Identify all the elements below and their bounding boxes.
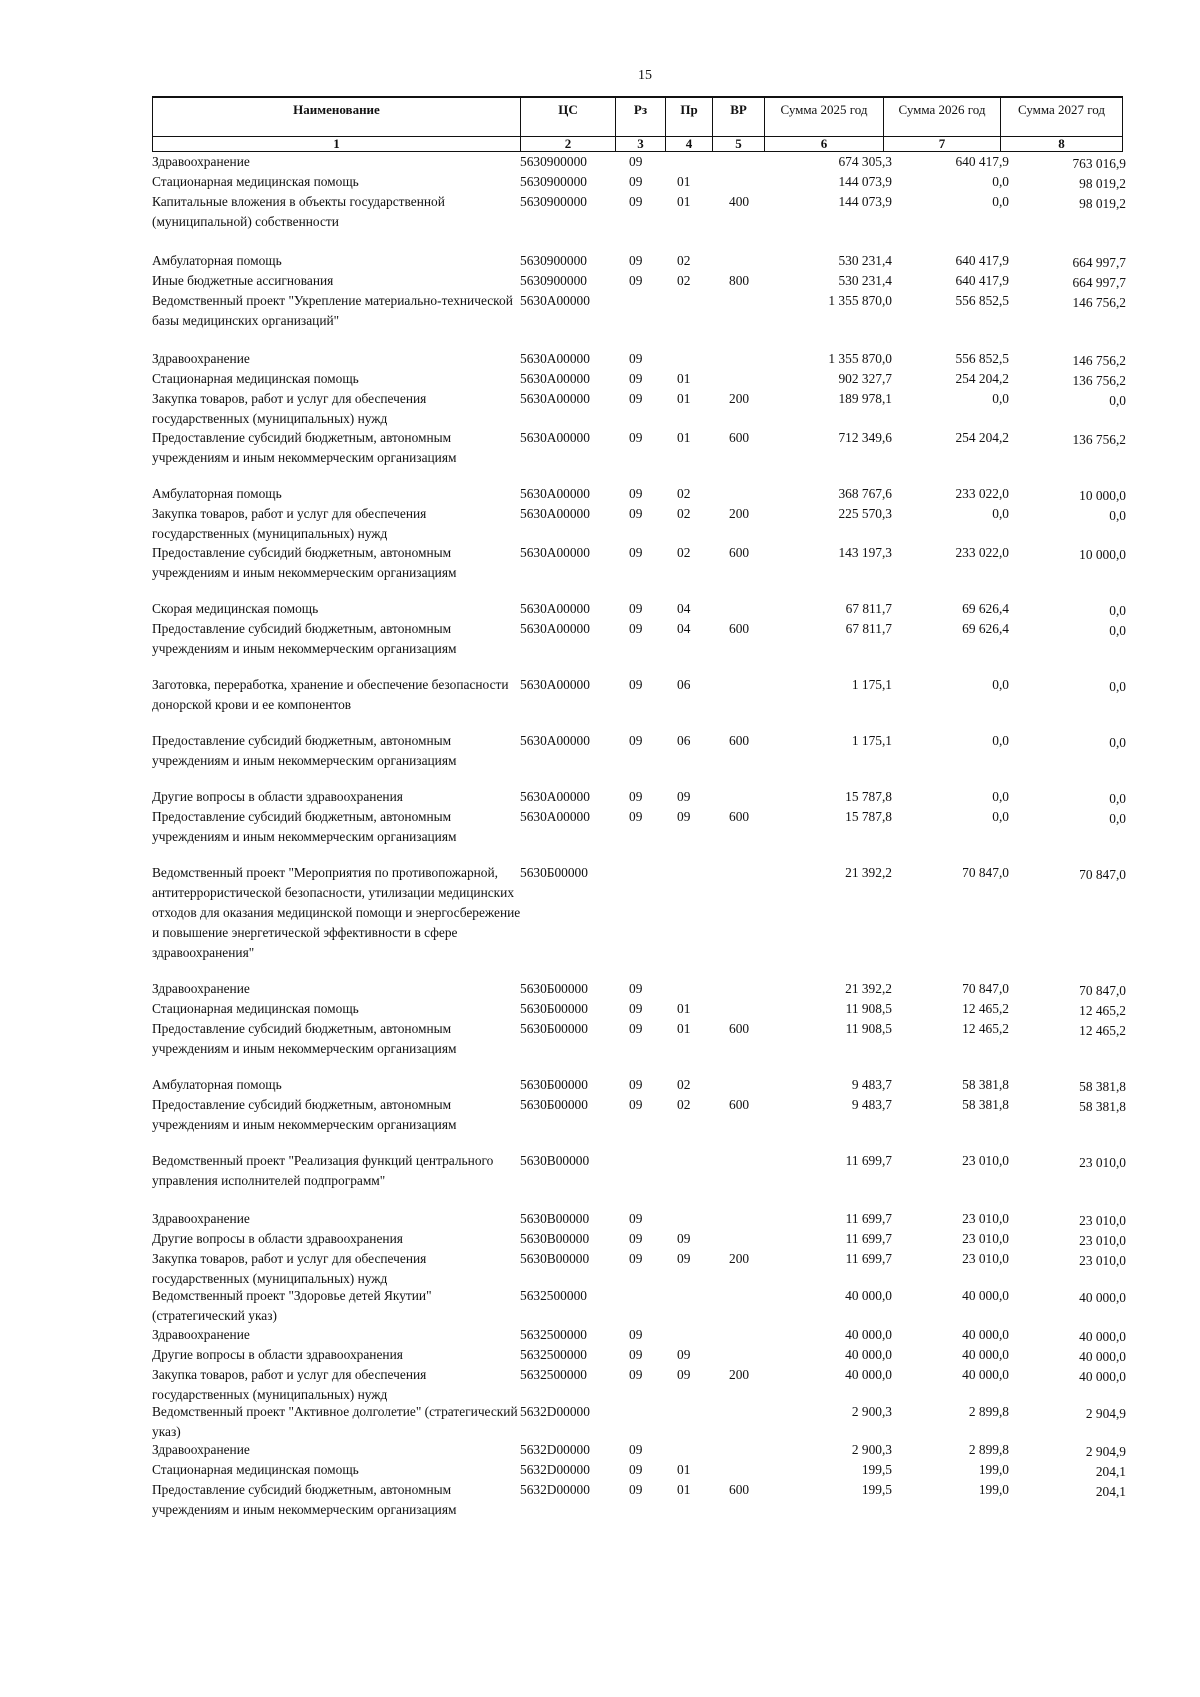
- row-rz: 09: [629, 1462, 643, 1477]
- row-sum-2026: 0,0: [992, 733, 1009, 748]
- row-cs: 5630Б00000: [520, 981, 588, 996]
- row-name: Здравоохранение: [152, 1442, 250, 1457]
- row-name: Другие вопросы в области здравоохранения: [152, 1231, 403, 1246]
- row-rz: 09: [629, 253, 643, 268]
- row-name: Здравоохранение: [152, 351, 250, 366]
- row-sum-2027: 0,0: [1109, 603, 1126, 618]
- row-sum-2026: 2 899,8: [968, 1442, 1009, 1457]
- row-sum-2025: 40 000,0: [845, 1347, 892, 1362]
- row-rz: 09: [629, 430, 643, 445]
- row-sum-2026: 0,0: [992, 174, 1009, 189]
- row-sum-2025: 11 908,5: [845, 1021, 892, 1036]
- row-vr: 600: [729, 1482, 750, 1497]
- row-sum-2025: 674 305,3: [838, 154, 892, 169]
- row-sum-2027: 70 847,0: [1079, 867, 1126, 882]
- row-cs: 5630Б00000: [520, 865, 588, 880]
- row-cs: 5630А00000: [520, 601, 590, 616]
- row-cs: 5630А00000: [520, 733, 590, 748]
- row-pr: 01: [677, 430, 691, 445]
- row-cs: 5632D00000: [520, 1442, 590, 1457]
- row-sum-2026: 69 626,4: [962, 621, 1009, 636]
- row-pr: 02: [677, 545, 691, 560]
- row-name: Закупка товаров, работ и услуг для обеспечения государственных (муниципальных) нужд: [152, 506, 427, 541]
- row-rz: 09: [629, 789, 643, 804]
- row-sum-2026: 23 010,0: [962, 1231, 1009, 1246]
- row-name: Предоставление субсидий бюджетным, автономным учреждениям и иным некоммерческим организациям: [152, 1021, 457, 1056]
- row-pr: 09: [677, 809, 691, 824]
- row-cs: 5630900000: [520, 154, 587, 169]
- row-sum-2027: 0,0: [1109, 679, 1126, 694]
- row-sum-2026: 70 847,0: [962, 865, 1009, 880]
- row-cs: 5630А00000: [520, 486, 590, 501]
- row-sum-2026: 40 000,0: [962, 1347, 1009, 1362]
- row-rz: 09: [629, 1327, 643, 1342]
- row-rz: 09: [629, 1347, 643, 1362]
- row-vr: 200: [729, 391, 750, 406]
- row-name: Здравоохранение: [152, 154, 250, 169]
- row-cs: 5632500000: [520, 1288, 587, 1303]
- row-name: Ведомственный проект "Здоровье детей Якутии" (стратегический указ): [152, 1288, 432, 1323]
- row-sum-2026: 40 000,0: [962, 1367, 1009, 1382]
- header-num: 6: [765, 137, 884, 152]
- row-name: Стационарная медицинская помощь: [152, 371, 359, 386]
- row-rz: 09: [629, 194, 643, 209]
- row-sum-2026: 254 204,2: [955, 430, 1009, 445]
- row-vr: 600: [729, 1097, 750, 1112]
- row-sum-2025: 40 000,0: [845, 1327, 892, 1342]
- row-sum-2026: 233 022,0: [955, 486, 1009, 501]
- row-rz: 09: [629, 154, 643, 169]
- row-sum-2027: 40 000,0: [1079, 1349, 1126, 1364]
- header-vr: ВР: [713, 97, 765, 137]
- row-pr: 06: [677, 677, 691, 692]
- row-cs: 5632500000: [520, 1347, 587, 1362]
- row-sum-2025: 15 787,8: [845, 789, 892, 804]
- row-name: Здравоохранение: [152, 1327, 250, 1342]
- row-sum-2026: 40 000,0: [962, 1327, 1009, 1342]
- row-name: Амбулаторная помощь: [152, 486, 282, 501]
- row-cs: 5632D00000: [520, 1462, 590, 1477]
- row-sum-2025: 199,5: [861, 1482, 892, 1497]
- row-sum-2025: 11 699,7: [845, 1251, 892, 1266]
- header-num: 2: [521, 137, 616, 152]
- row-sum-2026: 640 417,9: [955, 154, 1009, 169]
- row-cs: 5630В00000: [520, 1211, 590, 1226]
- row-sum-2025: 225 570,3: [838, 506, 892, 521]
- row-name: Капитальные вложения в объекты государственной (муниципальной) собственности: [152, 194, 445, 229]
- row-sum-2025: 189 978,1: [838, 391, 892, 406]
- row-rz: 09: [629, 486, 643, 501]
- row-sum-2027: 10 000,0: [1079, 488, 1126, 503]
- row-name: Закупка товаров, работ и услуг для обеспечения государственных (муниципальных) нужд: [152, 391, 427, 426]
- row-name: Ведомственный проект "Реализация функций центрального управления исполнителей подпрограмм": [152, 1153, 494, 1188]
- row-rz: 09: [629, 273, 643, 288]
- row-sum-2027: 136 756,2: [1072, 432, 1126, 447]
- header-num: 3: [616, 137, 666, 152]
- row-sum-2026: 0,0: [992, 789, 1009, 804]
- row-rz: 09: [629, 506, 643, 521]
- row-name: Предоставление субсидий бюджетным, автономным учреждениям и иным некоммерческим организациям: [152, 809, 457, 844]
- row-vr: 200: [729, 1367, 750, 1382]
- row-pr: 02: [677, 506, 691, 521]
- row-vr: 600: [729, 430, 750, 445]
- row-sum-2027: 40 000,0: [1079, 1290, 1126, 1305]
- row-cs: 5630А00000: [520, 371, 590, 386]
- row-sum-2027: 12 465,2: [1079, 1023, 1126, 1038]
- row-rz: 09: [629, 174, 643, 189]
- row-cs: 5630Б00000: [520, 1001, 588, 1016]
- row-cs: 5630А00000: [520, 677, 590, 692]
- row-pr: 09: [677, 789, 691, 804]
- row-name: Закупка товаров, работ и услуг для обеспечения государственных (муниципальных) нужд: [152, 1367, 427, 1402]
- row-pr: 02: [677, 253, 691, 268]
- row-rz: 09: [629, 981, 643, 996]
- row-cs: 5630В00000: [520, 1153, 590, 1168]
- row-name: Предоставление субсидий бюджетным, автономным учреждениям и иным некоммерческим организациям: [152, 1097, 457, 1132]
- row-sum-2025: 1 175,1: [851, 733, 892, 748]
- row-cs: 5630900000: [520, 174, 587, 189]
- row-rz: 09: [629, 391, 643, 406]
- row-rz: 09: [629, 351, 643, 366]
- row-sum-2025: 9 483,7: [851, 1077, 892, 1092]
- row-sum-2027: 0,0: [1109, 508, 1126, 523]
- row-sum-2027: 0,0: [1109, 393, 1126, 408]
- row-pr: 02: [677, 273, 691, 288]
- row-sum-2027: 0,0: [1109, 791, 1126, 806]
- row-rz: 09: [629, 371, 643, 386]
- row-vr: 200: [729, 1251, 750, 1266]
- row-vr: 400: [729, 194, 750, 209]
- row-cs: 5630900000: [520, 253, 587, 268]
- row-sum-2027: 12 465,2: [1079, 1003, 1126, 1018]
- row-sum-2025: 11 699,7: [845, 1153, 892, 1168]
- header-num: 4: [666, 137, 713, 152]
- row-sum-2026: 199,0: [978, 1462, 1009, 1477]
- row-sum-2026: 233 022,0: [955, 545, 1009, 560]
- row-pr: 09: [677, 1347, 691, 1362]
- row-sum-2026: 23 010,0: [962, 1211, 1009, 1226]
- page-number: 15: [638, 68, 652, 83]
- row-sum-2025: 368 767,6: [838, 486, 892, 501]
- row-sum-2025: 9 483,7: [851, 1097, 892, 1112]
- row-name: Иные бюджетные ассигнования: [152, 273, 334, 288]
- row-rz: 09: [629, 1367, 643, 1382]
- row-sum-2025: 11 699,7: [845, 1231, 892, 1246]
- row-cs: 5630В00000: [520, 1251, 590, 1266]
- row-rz: 09: [629, 1097, 643, 1112]
- row-sum-2026: 69 626,4: [962, 601, 1009, 616]
- row-cs: 5630А00000: [520, 545, 590, 560]
- row-cs: 5630А00000: [520, 809, 590, 824]
- header-name: Наименование: [153, 97, 521, 137]
- row-vr: 600: [729, 621, 750, 636]
- row-sum-2025: 530 231,4: [838, 273, 892, 288]
- row-sum-2027: 2 904,9: [1085, 1444, 1126, 1459]
- row-pr: 09: [677, 1251, 691, 1266]
- row-sum-2026: 556 852,5: [955, 293, 1009, 308]
- row-pr: 04: [677, 601, 691, 616]
- row-sum-2026: 58 381,8: [962, 1097, 1009, 1112]
- row-cs: 5630Б00000: [520, 1077, 588, 1092]
- row-pr: 04: [677, 621, 691, 636]
- row-sum-2027: 0,0: [1109, 623, 1126, 638]
- row-rz: 09: [629, 1077, 643, 1092]
- header-num: 5: [713, 137, 765, 152]
- row-name: Другие вопросы в области здравоохранения: [152, 789, 403, 804]
- row-sum-2026: 0,0: [992, 194, 1009, 209]
- row-sum-2025: 199,5: [861, 1462, 892, 1477]
- row-cs: 5630А00000: [520, 293, 590, 308]
- row-name: Предоставление субсидий бюджетным, автономным учреждениям и иным некоммерческим организациям: [152, 733, 457, 768]
- row-rz: 09: [629, 1231, 643, 1246]
- row-sum-2025: 712 349,6: [838, 430, 892, 445]
- row-name: Стационарная медицинская помощь: [152, 174, 359, 189]
- row-sum-2026: 640 417,9: [955, 253, 1009, 268]
- row-sum-2025: 1 355 870,0: [828, 351, 892, 366]
- row-pr: 01: [677, 1482, 691, 1497]
- header-rz: Рз: [616, 97, 666, 137]
- row-sum-2026: 70 847,0: [962, 981, 1009, 996]
- header-num: 7: [884, 137, 1001, 152]
- row-sum-2026: 0,0: [992, 391, 1009, 406]
- row-cs: 5630А00000: [520, 621, 590, 636]
- row-cs: 5630900000: [520, 273, 587, 288]
- row-name: Скорая медицинская помощь: [152, 601, 319, 616]
- row-pr: 01: [677, 194, 691, 209]
- row-sum-2027: 23 010,0: [1079, 1213, 1126, 1228]
- row-sum-2025: 1 355 870,0: [828, 293, 892, 308]
- row-sum-2025: 902 327,7: [838, 371, 892, 386]
- row-sum-2027: 40 000,0: [1079, 1329, 1126, 1344]
- row-rz: 09: [629, 733, 643, 748]
- row-sum-2027: 2 904,9: [1085, 1406, 1126, 1421]
- row-pr: 01: [677, 1021, 691, 1036]
- row-name: Предоставление субсидий бюджетным, автономным учреждениям и иным некоммерческим организациям: [152, 430, 457, 465]
- row-sum-2027: 70 847,0: [1079, 983, 1126, 998]
- row-sum-2025: 144 073,9: [838, 194, 892, 209]
- row-name: Амбулаторная помощь: [152, 1077, 282, 1092]
- row-pr: 01: [677, 391, 691, 406]
- row-sum-2025: 15 787,8: [845, 809, 892, 824]
- header-num: 8: [1001, 137, 1123, 152]
- row-sum-2027: 204,1: [1095, 1484, 1126, 1499]
- row-sum-2026: 23 010,0: [962, 1153, 1009, 1168]
- row-name: Ведомственный проект "Мероприятия по противопожарной, антитеррористической безопасности, утилизации медицинских отходов для оказания медицинской помощи и энергосбережение и повышение энергетической эффективности в сфере здравоохранения": [152, 865, 521, 960]
- row-pr: 09: [677, 1231, 691, 1246]
- row-rz: 09: [629, 621, 643, 636]
- row-cs: 5630Б00000: [520, 1097, 588, 1112]
- row-sum-2026: 0,0: [992, 809, 1009, 824]
- row-pr: 02: [677, 486, 691, 501]
- header-sum-2027: Сумма 2027 год: [1001, 97, 1123, 137]
- row-sum-2026: 12 465,2: [962, 1021, 1009, 1036]
- row-sum-2026: 199,0: [978, 1482, 1009, 1497]
- row-pr: 06: [677, 733, 691, 748]
- table-header: [152, 96, 1123, 152]
- row-pr: 01: [677, 1462, 691, 1477]
- row-name: Стационарная медицинская помощь: [152, 1001, 359, 1016]
- row-sum-2026: 254 204,2: [955, 371, 1009, 386]
- row-sum-2027: 58 381,8: [1079, 1099, 1126, 1114]
- row-sum-2025: 40 000,0: [845, 1367, 892, 1382]
- row-sum-2026: 556 852,5: [955, 351, 1009, 366]
- row-cs: 5630А00000: [520, 789, 590, 804]
- row-cs: 5632D00000: [520, 1482, 590, 1497]
- row-cs: 5630А00000: [520, 506, 590, 521]
- row-sum-2025: 11 699,7: [845, 1211, 892, 1226]
- row-sum-2025: 67 811,7: [845, 621, 892, 636]
- row-sum-2027: 763 016,9: [1072, 156, 1126, 171]
- row-sum-2026: 12 465,2: [962, 1001, 1009, 1016]
- row-name: Предоставление субсидий бюджетным, автономным учреждениям и иным некоммерческим организациям: [152, 545, 457, 580]
- row-sum-2025: 67 811,7: [845, 601, 892, 616]
- row-sum-2027: 664 997,7: [1072, 255, 1126, 270]
- row-cs: 5630А00000: [520, 430, 590, 445]
- row-pr: 01: [677, 371, 691, 386]
- row-cs: 5632500000: [520, 1367, 587, 1382]
- row-name: Закупка товаров, работ и услуг для обеспечения государственных (муниципальных) нужд: [152, 1251, 427, 1286]
- row-name: Другие вопросы в области здравоохранения: [152, 1347, 403, 1362]
- row-pr: 01: [677, 1001, 691, 1016]
- row-sum-2027: 23 010,0: [1079, 1233, 1126, 1248]
- row-sum-2026: 0,0: [992, 506, 1009, 521]
- row-vr: 600: [729, 545, 750, 560]
- header-pr: Пр: [666, 97, 713, 137]
- row-sum-2025: 11 908,5: [845, 1001, 892, 1016]
- row-vr: 600: [729, 733, 750, 748]
- row-sum-2027: 146 756,2: [1072, 295, 1126, 310]
- row-rz: 09: [629, 809, 643, 824]
- row-sum-2027: 98 019,2: [1079, 196, 1126, 211]
- row-pr: 02: [677, 1077, 691, 1092]
- row-sum-2025: 21 392,2: [845, 981, 892, 996]
- row-rz: 09: [629, 677, 643, 692]
- row-sum-2027: 664 997,7: [1072, 275, 1126, 290]
- row-sum-2025: 21 392,2: [845, 865, 892, 880]
- row-pr: 01: [677, 174, 691, 189]
- row-vr: 600: [729, 1021, 750, 1036]
- row-vr: 800: [729, 273, 750, 288]
- row-sum-2025: 2 900,3: [851, 1442, 892, 1457]
- row-sum-2026: 58 381,8: [962, 1077, 1009, 1092]
- row-sum-2025: 2 900,3: [851, 1404, 892, 1419]
- row-sum-2027: 146 756,2: [1072, 353, 1126, 368]
- row-pr: 02: [677, 1097, 691, 1112]
- row-sum-2026: 0,0: [992, 677, 1009, 692]
- row-sum-2027: 136 756,2: [1072, 373, 1126, 388]
- row-name: Заготовка, переработка, хранение и обеспечение безопасности донорской крови и ее компонентов: [152, 677, 509, 712]
- row-name: Предоставление субсидий бюджетным, автономным учреждениям и иным некоммерческим организациям: [152, 621, 457, 656]
- row-sum-2027: 10 000,0: [1079, 547, 1126, 562]
- row-cs: 5630А00000: [520, 351, 590, 366]
- row-pr: 09: [677, 1367, 691, 1382]
- row-rz: 09: [629, 1251, 643, 1266]
- row-vr: 600: [729, 809, 750, 824]
- row-cs: 5630Б00000: [520, 1021, 588, 1036]
- row-rz: 09: [629, 545, 643, 560]
- row-sum-2025: 530 231,4: [838, 253, 892, 268]
- row-rz: 09: [629, 601, 643, 616]
- row-sum-2027: 98 019,2: [1079, 176, 1126, 191]
- row-sum-2026: 23 010,0: [962, 1251, 1009, 1266]
- row-rz: 09: [629, 1482, 643, 1497]
- row-cs: 5630В00000: [520, 1231, 590, 1246]
- row-rz: 09: [629, 1442, 643, 1457]
- row-sum-2025: 144 073,9: [838, 174, 892, 189]
- row-sum-2026: 640 417,9: [955, 273, 1009, 288]
- row-sum-2025: 1 175,1: [851, 677, 892, 692]
- row-sum-2025: 143 197,3: [838, 545, 892, 560]
- row-sum-2027: 0,0: [1109, 735, 1126, 750]
- row-name: Ведомственный проект "Активное долголетие" (стратегический указ): [152, 1404, 518, 1439]
- row-cs: 5630900000: [520, 194, 587, 209]
- row-name: Здравоохранение: [152, 1211, 250, 1226]
- row-sum-2027: 23 010,0: [1079, 1155, 1126, 1170]
- row-sum-2027: 23 010,0: [1079, 1253, 1126, 1268]
- row-rz: 09: [629, 1211, 643, 1226]
- header-num: 1: [153, 137, 521, 152]
- row-sum-2026: 40 000,0: [962, 1288, 1009, 1303]
- row-name: Стационарная медицинская помощь: [152, 1462, 359, 1477]
- row-cs: 5632D00000: [520, 1404, 590, 1419]
- row-name: Здравоохранение: [152, 981, 250, 996]
- row-sum-2027: 204,1: [1095, 1464, 1126, 1479]
- row-name: Амбулаторная помощь: [152, 253, 282, 268]
- row-rz: 09: [629, 1021, 643, 1036]
- row-sum-2027: 40 000,0: [1079, 1369, 1126, 1384]
- row-name: Предоставление субсидий бюджетным, автономным учреждениям и иным некоммерческим организациям: [152, 1482, 457, 1517]
- row-sum-2027: 0,0: [1109, 811, 1126, 826]
- row-cs: 5630А00000: [520, 391, 590, 406]
- row-rz: 09: [629, 1001, 643, 1016]
- header-cs: ЦС: [521, 97, 616, 137]
- row-vr: 200: [729, 506, 750, 521]
- row-cs: 5632500000: [520, 1327, 587, 1342]
- header-sum-2025: Сумма 2025 год: [765, 97, 884, 137]
- row-sum-2027: 58 381,8: [1079, 1079, 1126, 1094]
- row-sum-2026: 2 899,8: [968, 1404, 1009, 1419]
- header-sum-2026: Сумма 2026 год: [884, 97, 1001, 137]
- row-name: Ведомственный проект "Укрепление материально-технической базы медицинских организаций": [152, 293, 513, 328]
- row-sum-2025: 40 000,0: [845, 1288, 892, 1303]
